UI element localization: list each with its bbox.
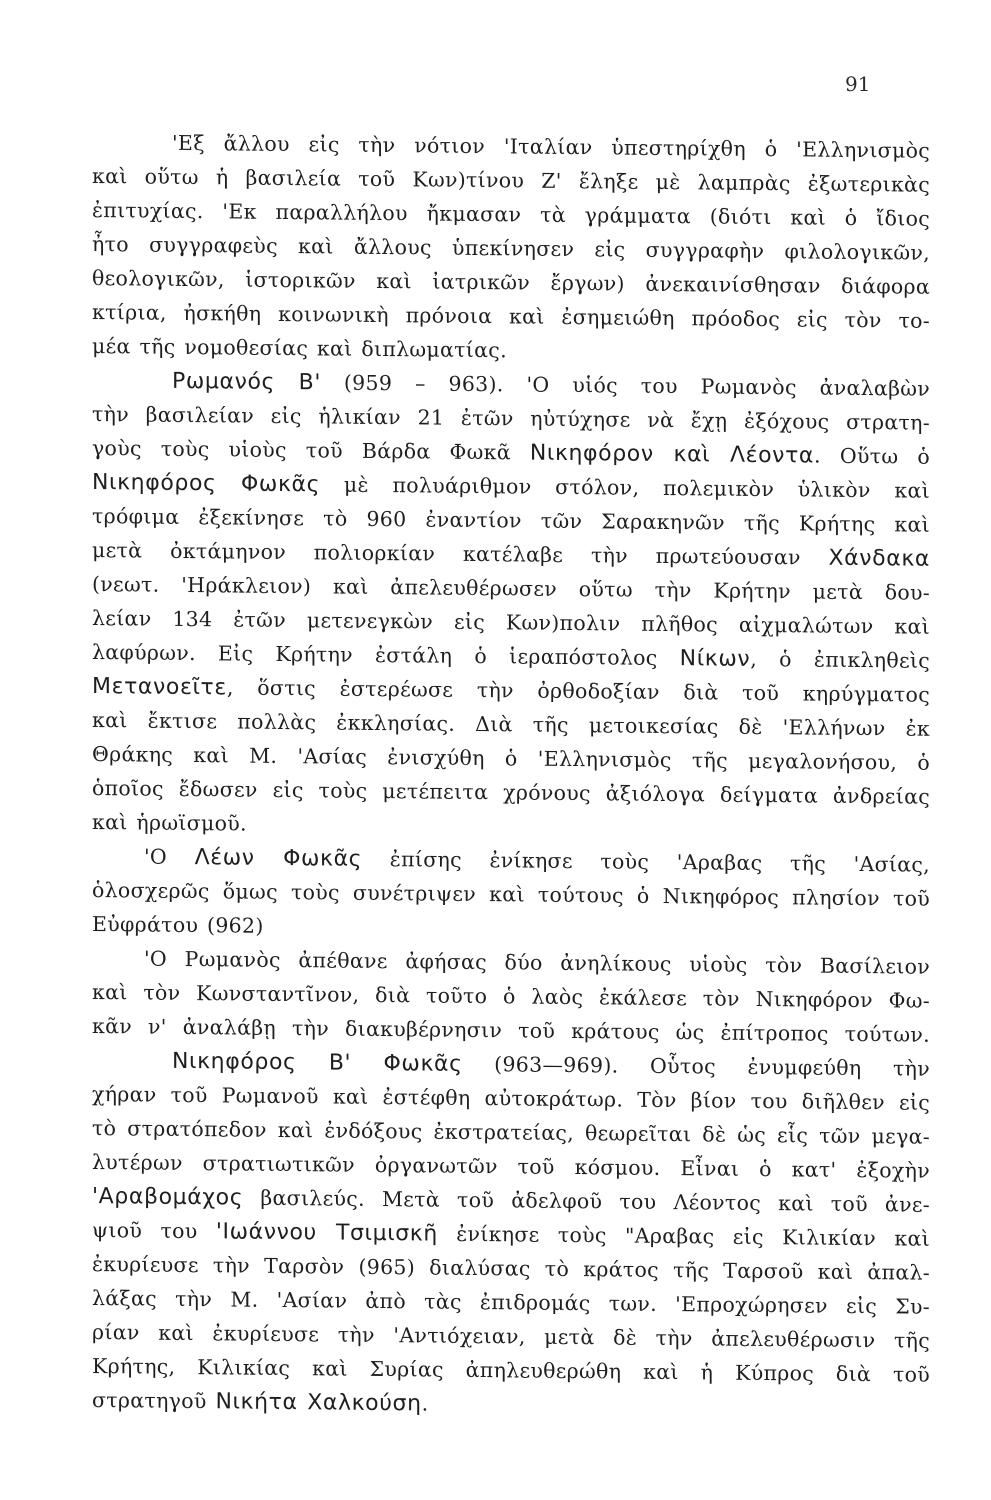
text-line: τρόφιμα ἐξεκίνησε τὸ 960 ἐναντίον τῶν Σαρακηνῶν τῆς Κρήτης καὶ [92, 504, 930, 537]
highlighted-name: Νικήτα Χαλκούση [215, 1389, 422, 1417]
text-line: ψιοῦ του 'Ιωάννου Τσιμισκῆ ἐνίκησε τοὺς "Αραβας εἰς Κιλικίαν καὶ [92, 1218, 930, 1251]
text-line: (νεωτ. 'Ηράκλειον) καὶ ἀπελευθέρωσεν οὕτω τὴν Κρήτην μετὰ δου- [92, 572, 930, 605]
text-line: καὶ ἡρωϊσμοῦ. [92, 810, 247, 836]
text-line: λυτέρων στρατιωτικῶν ὀργανωτῶν τοῦ κόσμου. Εἶναι ὁ κατ' ἐξοχὴν [92, 1150, 930, 1183]
text-line: 'Ο Ρωμανὸς ἀπέθανε ἀφήσας δύο ἀνηλίκους υἱοὺς τὸν Βασίλειον [144, 946, 930, 979]
body-text [92, 125, 930, 1417]
text-line: καὶ τὸν Κωνσταντῖνον, διὰ τοῦτο ὁ λαὸς ἐκάλεσε τὸν Νικηφόρον Φω- [92, 980, 930, 1013]
highlighted-name: Λέων Φωκᾶς [194, 845, 363, 872]
text-line: λαφύρων. Εἰς Κρήτην ἐστάλη ὁ ἱεραπόστολος Νίκων, ὁ ἐπικληθεὶς [92, 640, 930, 673]
text-line: 'Ο Λέων Φωκᾶς ἐπίσης ἐνίκησε τοὺς 'Αραβας τῆς 'Ασίας, [144, 844, 930, 877]
text-line: θεολογικῶν, ἱστορικῶν καὶ ἰατρικῶν ἔργων) ἀνεκαινίσθησαν διάφορα [92, 266, 930, 299]
text-line: Νικηφόρος Β' Φωκᾶς (963—969). Οὗτος ἐνυμφεύθη τὴν [172, 1048, 930, 1081]
text-line: λείαν 134 ἐτῶν μετενεγκὼν εἰς Κων)πολιν πλῆθος αἰχμαλώτων καὶ [92, 606, 930, 639]
text-line: τὸ στρατόπεδον καὶ ἐνδόξους ἐκστρατείας, θεωρεῖται δὲ ὡς εἷς τῶν μεγα- [92, 1116, 930, 1149]
text-line: Κρήτης, Κιλικίας καὶ Συρίας ἀπηλευθερώθη καὶ ἡ Κύπρος διὰ τοῦ [92, 1354, 930, 1387]
text-line: ὁλοσχερῶς ὅμως τοὺς συνέτριψεν καὶ τούτους ὁ Νικηφόρος πλησίον τοῦ [92, 878, 930, 911]
highlighted-name: Μετανοεῖτε [92, 674, 227, 701]
text-line: 'Εξ ἄλλου εἰς τὴν νότιον 'Ιταλίαν ὑπεστηρίχθη ὁ 'Ελληνισμὸς [172, 130, 930, 163]
text-line: ἐπιτυχίας. 'Εκ παραλλήλου ἤκμασαν τὰ γράμματα (διότι καὶ ὁ ἴδιος [92, 198, 930, 231]
text-line: γοὺς τοὺς υἱοὺς τοῦ Βάρδα Φωκᾶ Νικηφόρον καὶ Λέοντα. Οὕτω ὁ [92, 436, 930, 469]
text-line: 'Αραβομάχος βασιλεύς. Μετὰ τοῦ ἀδελφοῦ του Λέοντος καὶ τοῦ ἀνε- [92, 1184, 930, 1217]
text-line: Εὐφράτου (962) [92, 912, 264, 938]
text-line: ἐκυρίευσε τὴν Ταρσὸν (965) διαλύσας τὸ κράτος τῆς Ταρσοῦ καὶ ἀπαλ- [92, 1252, 930, 1285]
text-line: κτίρια, ἠσκήθη κοινωνικὴ πρόνοια καὶ ἐσημειώθη πρόοδος εἰς τὸν το- [92, 300, 930, 333]
text-line: ἦτο συγγραφεὺς καὶ ἄλλους ὑπεκίνησεν εἰς συγγραφὴν φιλολογικῶν, [92, 232, 930, 265]
section-heading: Νικηφόρος Β' Φωκᾶς [172, 1048, 463, 1077]
highlighted-name: Νικηφόρος Φωκᾶς [92, 470, 321, 498]
text-line: ὁποῖος ἔδωσεν εἰς τοὺς μετέπειτα χρόνους ἀξιόλογα δείγματα ἀνδρείας [92, 776, 930, 809]
highlighted-name: 'Αραβομάχος [92, 1184, 244, 1211]
text-line: στρατηγοῦ Νικήτα Χαλκούση. [92, 1388, 429, 1417]
page-number: 91 [845, 72, 871, 96]
text-line: λάξας τὴν Μ. 'Ασίαν ἀπὸ τὰς ἐπιδρομάς των. 'Επροχώρησεν εἰς Συ- [92, 1286, 930, 1319]
text-line: ρίαν καὶ ἐκυρίευσε τὴν 'Αντιόχειαν, μετὰ δὲ τὴν ἀπελευθέρωσιν τῆς [92, 1320, 930, 1353]
highlighted-name: Νίκων [679, 646, 751, 672]
text-line: μετὰ ὀκτάμηνον πολιορκίαν κατέλαβε τὴν πρωτεύουσαν Χάνδακα [92, 538, 930, 572]
text-line: τὴν βασιλείαν εἰς ἡλικίαν 21 ἐτῶν ηὐτύχησε νὰ ἔχῃ ἐξόχους στρατη- [92, 402, 930, 435]
text-line: καὶ ἔκτισε πολλὰς ἐκκλησίας. Διὰ τῆς μετοικεσίας δὲ 'Ελλήνων ἐκ [92, 708, 930, 741]
highlighted-name: 'Ιωάννου Τσιμισκῆ [215, 1219, 438, 1247]
text-line: καὶ οὕτω ἡ βασιλεία τοῦ Κων)τίνου Ζ' ἔληξε μὲ λαμπρὰς ἐξωτερικὰς [92, 164, 930, 197]
text-line: Ρωμανός Β' (959 – 963). 'Ο υἱός του Ρωμανὸς ἀναλαβὼν [172, 368, 931, 401]
section-heading: Ρωμανός Β' [172, 368, 322, 396]
highlighted-name: Χάνδακα [828, 545, 930, 572]
text-line: κᾶν ν' ἀναλάβῃ τὴν διακυβέρνησιν τοῦ κράτους ὡς ἐπίτροπος τούτων. [92, 1014, 930, 1047]
text-line: Θράκης καὶ Μ. 'Ασίας ἐνισχύθη ὁ 'Ελληνισμὸς τῆς μεγαλονήσου, ὁ [92, 742, 930, 775]
text-line: Μετανοεῖτε, ὅστις ἐστερέωσε τὴν ὀρθοδοξίαν διὰ τοῦ κηρύγματος [92, 674, 930, 707]
text-line: χήραν τοῦ Ρωμανοῦ καὶ ἐστέφθη αὐτοκράτωρ. Τὸν βίον του διῆλθεν εἰς [92, 1082, 930, 1115]
text-line: Νικηφόρος Φωκᾶς μὲ πολυάριθμον στόλον, πολεμικὸν ὑλικὸν καὶ [92, 470, 931, 503]
text-line: μέα τῆς νομοθεσίας καὶ διπλωματίας. [92, 334, 507, 363]
highlighted-name: Νικηφόρον καὶ Λέοντα [529, 440, 815, 469]
